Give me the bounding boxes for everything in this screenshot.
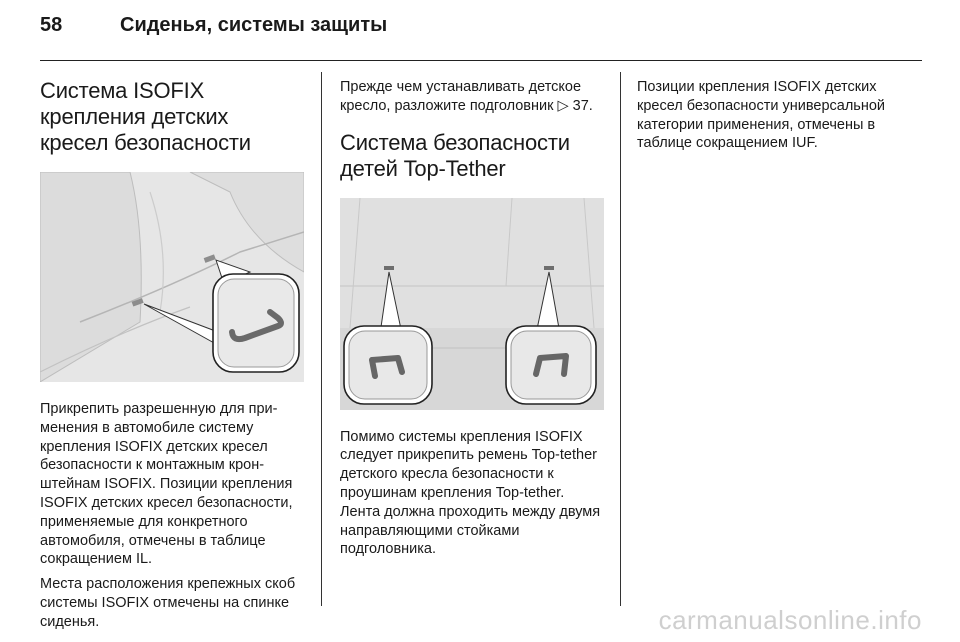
header-divider: [40, 60, 922, 61]
column-3: [637, 78, 907, 153]
column-divider-1: [321, 72, 322, 606]
column-2: [340, 78, 604, 559]
iuf-paragraph: Позиции крепления ISOFIX детских кресел безопасности универсальной категории применения, отмечены в таблице сокращением IUF.: [637, 79, 886, 152]
page-header: [40, 14, 387, 44]
page-reference: 37.: [572, 97, 593, 114]
column-divider-2: [620, 72, 621, 606]
top-tether-illustration: [340, 198, 604, 410]
isofix-title: Система ISOFIX крепления детских кресел безопасности: [40, 78, 251, 155]
top-tether-paragraph: Помимо системы крепления ISOFIX следует прикрепить ремень Top-tether детского кресла безопасности к проушинам крепления Top-tether. Лента должна проходить между двумя направляющими стойками подголовника.: [340, 428, 601, 558]
isofix-paragraph-2: Места расположения крепежных скоб системы ISOFIX отмечены на спинке сиденья.: [40, 576, 296, 630]
isofix-illustration: [40, 172, 304, 382]
top-tether-title: Система безопасности детей Top-Tether: [340, 129, 570, 181]
page-number: 58: [40, 14, 63, 36]
column-1: [40, 78, 304, 632]
isofix-paragraph-1: Прикрепить разрешенную для применения в автомобиле систему крепления ISOFIX детских кресел безопасности к монтажным кронштейнам ISOFIX. Позиции крепления ISOFIX детских кресел безопасности, применяемые для конкретного автомобиля, отмечены в таблице сокращением IL.: [40, 401, 293, 568]
headrest-note: Прежде чем устанавливать детское кресло, разложите подголовник ▷ 37.: [340, 79, 593, 114]
watermark: carmanualsonline.info: [658, 605, 922, 635]
triangle-reference-icon: ▷: [557, 97, 569, 114]
section-heading: Сиденья, системы защиты: [120, 14, 388, 36]
